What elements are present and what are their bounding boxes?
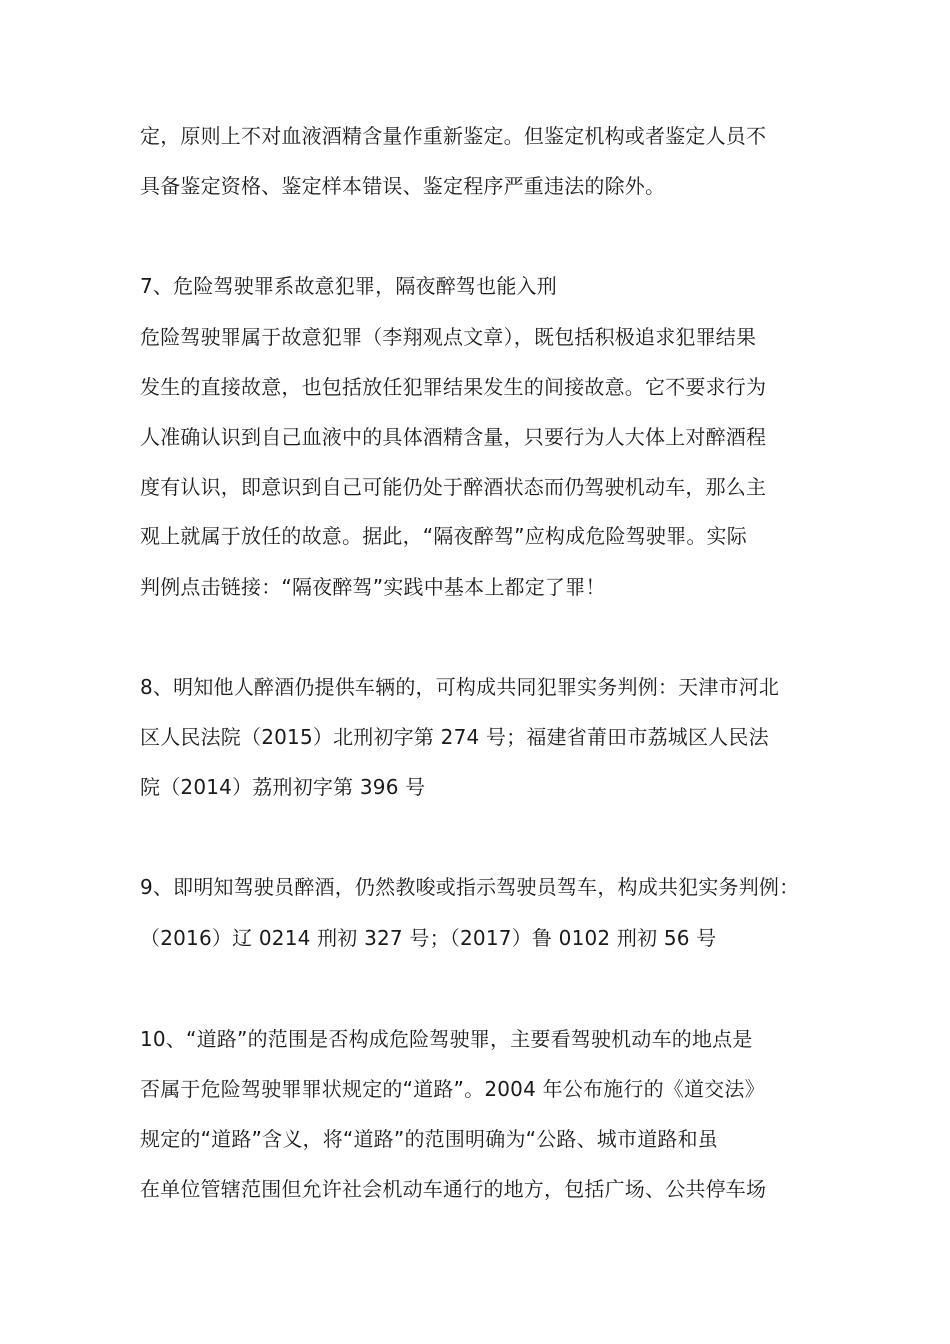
text-line: （2016）辽 0214 刑初 327 号；（2017）鲁 0102 刑初 56 号 xyxy=(140,926,717,950)
text-line: 在单位管辖范围但允许社会机动车通行的地方，包括广场、公共停车场 xyxy=(140,1177,767,1201)
text-line: 区人民法院（2015）北刑初字第 274 号；福建省莆田市荔城区人民法 xyxy=(140,725,769,749)
section-heading-9: 9、即明知驾驶员醉酒，仍然教唆或指示驾驶员驾车，构成共犯实务判例： xyxy=(140,875,800,899)
section-heading-7: 7、危险驾驶罪系故意犯罪，隔夜醉驾也能入刑 xyxy=(140,274,557,298)
text-line: 危险驾驶罪属于故意犯罪（李翔观点文章），既包括积极追求犯罪结果 xyxy=(140,325,757,349)
text-line: 判例点击链接：“隔夜醉驾”实践中基本上都定了罪！ xyxy=(140,575,606,599)
text-line: 否属于危险驾驶罪罪状规定的“道路”。2004 年公布施行的《道交法》 xyxy=(140,1077,765,1101)
text-line: 观上就属于放任的故意。据此，“隔夜醉驾”应构成危险驾驶罪。实际 xyxy=(140,524,747,548)
text-line: 定，原则上不对血液酒精含量作重新鉴定。但鉴定机构或者鉴定人员不 xyxy=(140,124,767,148)
section-heading-8: 8、明知他人醉酒仍提供车辆的，可构成共同犯罪实务判例：天津市河北 xyxy=(140,675,780,699)
text-line: 度有认识，即意识到自己可能仍处于醉酒状态而仍驾驶机动车，那么主 xyxy=(140,475,767,499)
section-heading-10: 10、“道路”的范围是否构成危险驾驶罪，主要看驾驶机动车的地点是 xyxy=(140,1027,753,1051)
text-line: 院（2014）荔刑初字第 396 号 xyxy=(140,775,426,799)
text-line: 规定的“道路”含义，将“道路”的范围明确为“公路、城市道路和虽 xyxy=(140,1127,719,1151)
text-line: 人准确认识到自己血液中的具体酒精含量，只要行为人大体上对醉酒程 xyxy=(140,425,767,449)
text-line: 具备鉴定资格、鉴定样本错误、鉴定程序严重违法的除外。 xyxy=(140,174,666,198)
text-line: 发生的直接故意，也包括放任犯罪结果发生的间接故意。它不要求行为 xyxy=(140,375,767,399)
